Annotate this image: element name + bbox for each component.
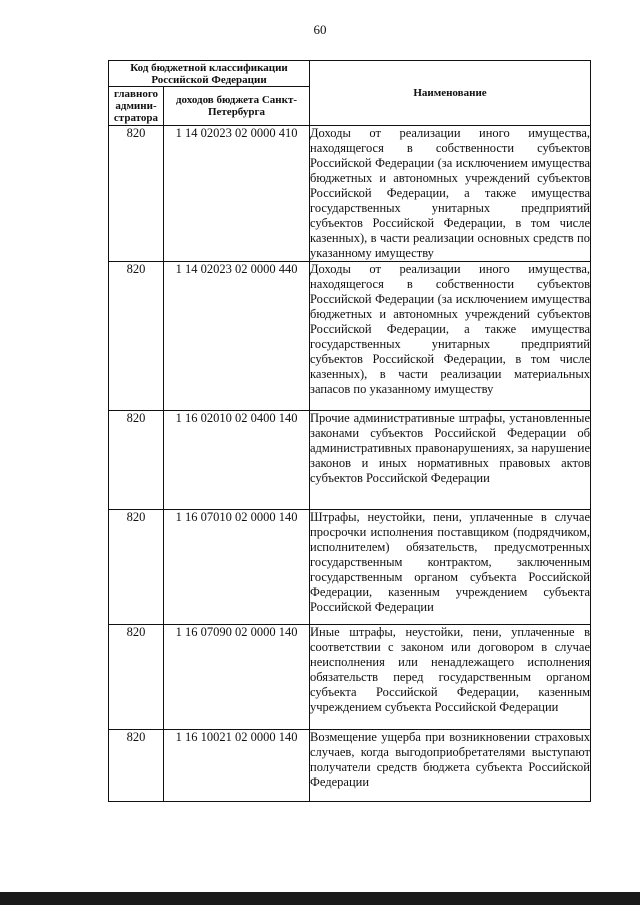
table-row	[109, 625, 591, 730]
admin-code-cell: 820	[109, 730, 164, 802]
name-cell: Иные штрафы, неустойки, пени, уплаченные в соответствии с законом или договором в случае неисполнения или ненадлежащего исполнения обязательств перед государственным органом субъекта Российской Федерации, казенным учреждением субъекта Российской Федерации	[310, 625, 591, 730]
header-name: Наименование	[310, 61, 591, 126]
admin-code-cell: 820	[109, 411, 164, 510]
income-code-cell: 1 14 02023 02 0000 440	[164, 262, 310, 411]
table-row	[109, 411, 591, 510]
header-classification-code: Код бюджетной классификации Российской Федерации	[109, 61, 310, 87]
name-cell: Штрафы, неустойки, пени, уплаченные в случае просрочки исполнения поставщиком (подрядчиком, исполнителем) обязательств, предусмотренных государственным контрактом, заключенным государственным органом субъекта Российской Федерации, казенным учреждением субъекта Российской Федерации	[310, 510, 591, 625]
income-code-cell: 1 16 07090 02 0000 140	[164, 625, 310, 730]
income-code-cell: 1 16 02010 02 0400 140	[164, 411, 310, 510]
income-code-cell: 1 14 02023 02 0000 410	[164, 126, 310, 262]
name-cell: Доходы от реализации иного имущества, находящегося в собственности субъектов Российской Федерации (за исключением имущества бюджетных и автономных учреждений субъектов Российской Федерации, а также имущества государственных унитарных предприятий субъектов Российской Федерации, в том числе казенных), в части реализации материальных запасов по указанному имуществу	[310, 262, 591, 411]
name-cell: Прочие административные штрафы, установленные законами субъектов Российской Федерации об административных правонарушениях, за нарушение законов и иных нормативных правовых актов субъектов Российской Федерации	[310, 411, 591, 510]
admin-code-cell: 820	[109, 126, 164, 262]
scan-bottom-edge	[0, 892, 640, 905]
name-cell: Возмещение ущерба при возникновении страховых случаев, когда выгодоприобретателями выступают получатели средств бюджета субъекта Российской Федерации	[310, 730, 591, 802]
name-cell: Доходы от реализации иного имущества, находящегося в собственности субъектов Российской Федерации (за исключением имущества бюджетных и автономных учреждений субъектов Российской Федерации, а также имущества государственных унитарных предприятий субъектов Российской Федерации, в том числе казенных), в части реализации основных средств по указанному имуществу	[310, 126, 590, 260]
admin-code-cell: 820	[109, 262, 164, 411]
header-income-code: доходов бюджета Санкт-Петербурга	[164, 87, 310, 126]
table-row	[109, 262, 591, 411]
income-code-cell: 1 16 07010 02 0000 140	[164, 510, 310, 625]
admin-code-cell: 820	[109, 510, 164, 625]
table-header-row	[109, 61, 591, 87]
page-number: 60	[313, 22, 327, 37]
header-main-administrator: главного админи-стратора	[109, 87, 164, 126]
table-row	[109, 126, 591, 262]
income-code-cell: 1 16 10021 02 0000 140	[164, 730, 310, 802]
budget-classification-table	[108, 60, 591, 802]
table-row	[109, 730, 591, 802]
table-row	[109, 510, 591, 625]
admin-code-cell: 820	[109, 625, 164, 730]
